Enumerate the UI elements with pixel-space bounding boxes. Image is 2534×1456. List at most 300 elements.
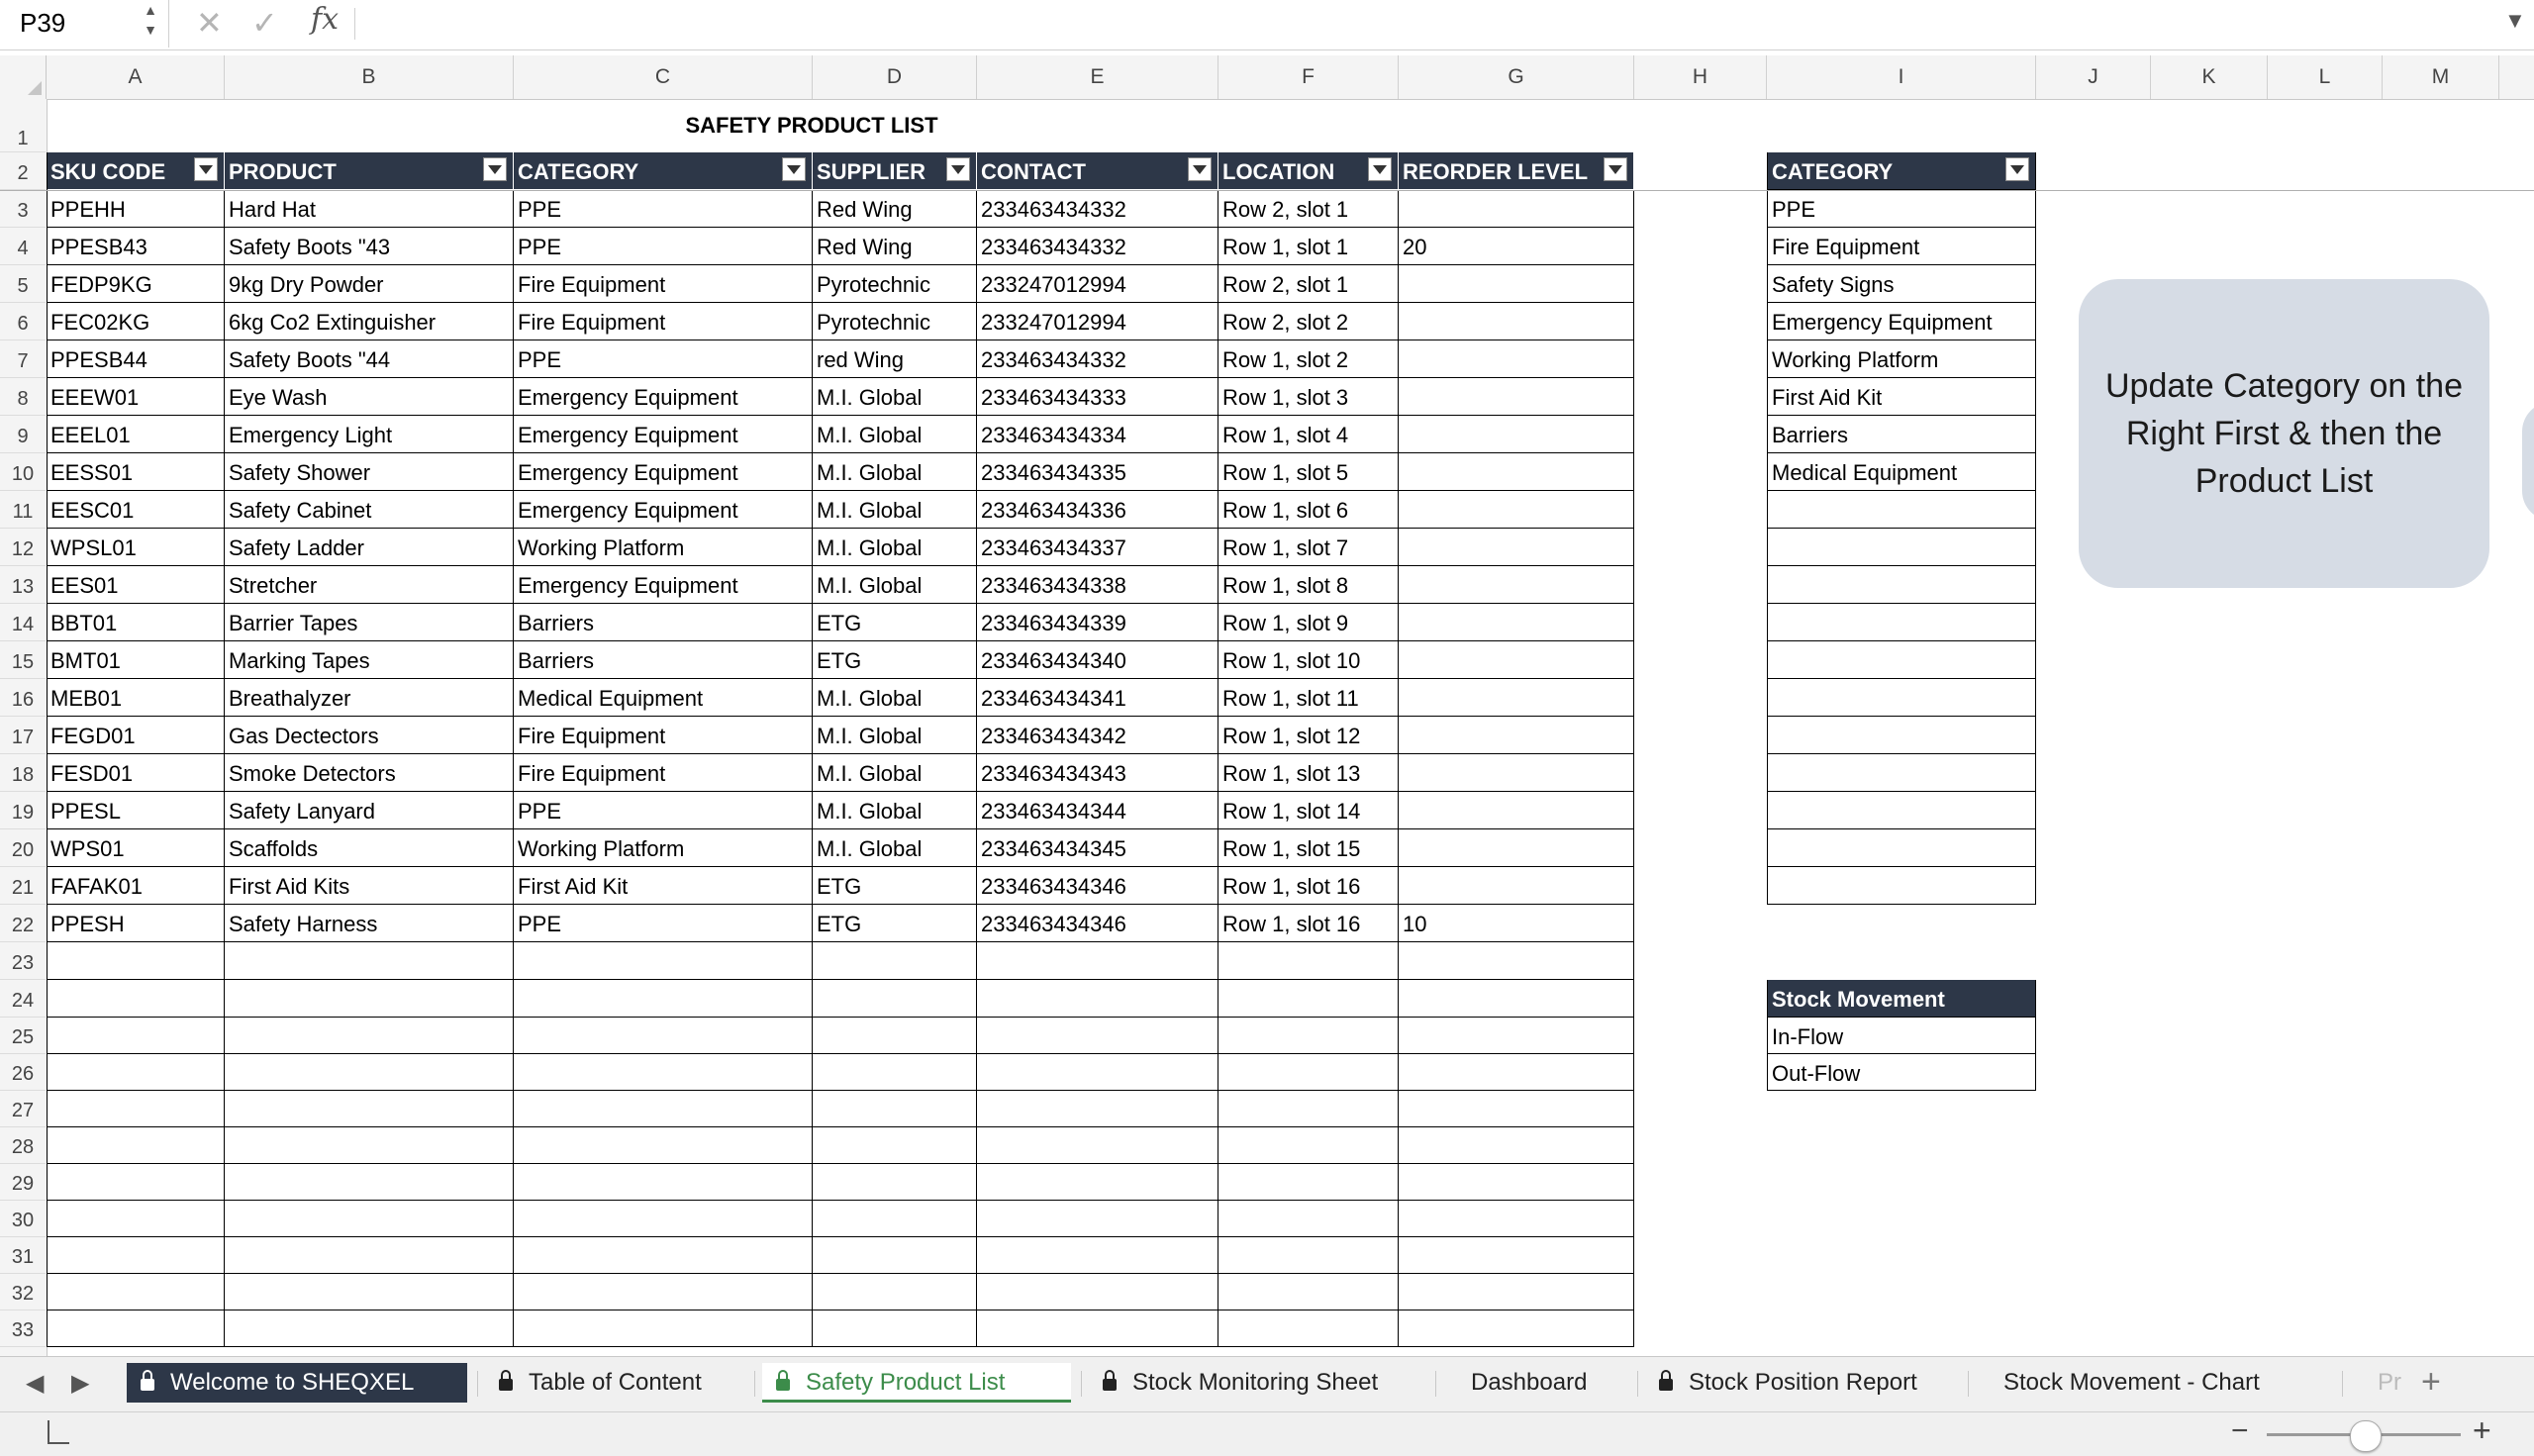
row-header[interactable]: 30 bbox=[0, 1201, 46, 1237]
empty-cell[interactable] bbox=[1399, 1091, 1634, 1127]
empty-cell[interactable] bbox=[1218, 1274, 1399, 1310]
sheet-tab[interactable] bbox=[485, 1363, 746, 1403]
table-header-location[interactable] bbox=[1218, 152, 1399, 190]
category-table-header[interactable] bbox=[1767, 152, 2036, 190]
empty-cell[interactable] bbox=[47, 1127, 225, 1164]
table-cell[interactable]: 233463434346 bbox=[977, 905, 1218, 942]
table-cell[interactable]: Row 2, slot 2 bbox=[1218, 303, 1399, 340]
table-cell[interactable]: PPE bbox=[514, 792, 813, 829]
row-header[interactable]: 24 bbox=[0, 980, 46, 1018]
table-cell[interactable]: PPE bbox=[514, 190, 813, 228]
empty-cell[interactable] bbox=[977, 1201, 1218, 1237]
empty-cell[interactable] bbox=[977, 942, 1218, 980]
table-cell[interactable]: Row 1, slot 2 bbox=[1218, 340, 1399, 378]
empty-cell[interactable] bbox=[225, 1127, 514, 1164]
empty-cell[interactable] bbox=[1218, 1201, 1399, 1237]
table-cell[interactable] bbox=[1399, 265, 1634, 303]
category-cell[interactable]: Fire Equipment bbox=[1767, 228, 2036, 265]
table-cell[interactable]: Pyrotechnic bbox=[813, 303, 977, 340]
table-cell[interactable]: Emergency Equipment bbox=[514, 453, 813, 491]
empty-cell[interactable] bbox=[47, 1164, 225, 1201]
column-header[interactable]: M bbox=[2383, 55, 2499, 99]
column-header[interactable]: L bbox=[2268, 55, 2383, 99]
table-cell[interactable]: ETG bbox=[813, 641, 977, 679]
table-cell[interactable]: Row 1, slot 4 bbox=[1218, 416, 1399, 453]
empty-cell[interactable] bbox=[977, 1054, 1218, 1091]
table-cell[interactable]: Row 2, slot 1 bbox=[1218, 190, 1399, 228]
page-layout-icon[interactable] bbox=[48, 1420, 69, 1444]
empty-cell[interactable] bbox=[977, 980, 1218, 1018]
table-cell[interactable]: Fire Equipment bbox=[514, 717, 813, 754]
filter-dropdown-icon[interactable] bbox=[1604, 157, 1627, 181]
empty-cell[interactable] bbox=[47, 942, 225, 980]
table-cell[interactable]: Safety Shower bbox=[225, 453, 514, 491]
category-cell[interactable]: Emergency Equipment bbox=[1767, 303, 2036, 340]
table-cell[interactable]: BBT01 bbox=[47, 604, 225, 641]
empty-cell[interactable] bbox=[1399, 1018, 1634, 1054]
table-cell[interactable]: EESS01 bbox=[47, 453, 225, 491]
category-cell[interactable] bbox=[1767, 829, 2036, 867]
table-cell[interactable]: 233463434334 bbox=[977, 416, 1218, 453]
empty-cell[interactable] bbox=[1399, 980, 1634, 1018]
category-cell[interactable]: Safety Signs bbox=[1767, 265, 2036, 303]
table-cell[interactable] bbox=[1399, 190, 1634, 228]
table-cell[interactable]: Safety Boots "44 bbox=[225, 340, 514, 378]
zoom-slider-handle[interactable] bbox=[2350, 1420, 2382, 1452]
table-cell[interactable]: First Aid Kits bbox=[225, 867, 514, 905]
table-cell[interactable]: M.I. Global bbox=[813, 378, 977, 416]
table-cell[interactable]: WPS01 bbox=[47, 829, 225, 867]
table-cell[interactable] bbox=[1399, 491, 1634, 529]
table-cell[interactable]: PPESB44 bbox=[47, 340, 225, 378]
table-cell[interactable]: WPSL01 bbox=[47, 529, 225, 566]
row-header[interactable]: 2 bbox=[0, 152, 46, 190]
category-cell[interactable]: Working Platform bbox=[1767, 340, 2036, 378]
empty-cell[interactable] bbox=[514, 1237, 813, 1274]
column-header[interactable]: K bbox=[2151, 55, 2268, 99]
empty-cell[interactable] bbox=[1218, 1310, 1399, 1347]
row-header[interactable]: 29 bbox=[0, 1164, 46, 1201]
table-cell[interactable]: Row 1, slot 6 bbox=[1218, 491, 1399, 529]
table-cell[interactable]: Row 1, slot 3 bbox=[1218, 378, 1399, 416]
empty-cell[interactable] bbox=[977, 1237, 1218, 1274]
row-header[interactable]: 9 bbox=[0, 416, 46, 453]
category-cell[interactable]: PPE bbox=[1767, 190, 2036, 228]
table-cell[interactable]: 20 bbox=[1399, 228, 1634, 265]
table-cell[interactable]: 9kg Dry Powder bbox=[225, 265, 514, 303]
table-cell[interactable]: EEEL01 bbox=[47, 416, 225, 453]
stock-movement-header[interactable]: Stock Movement bbox=[1767, 980, 2036, 1018]
empty-cell[interactable] bbox=[1218, 980, 1399, 1018]
empty-cell[interactable] bbox=[813, 980, 977, 1018]
name-box[interactable] bbox=[0, 0, 169, 48]
empty-cell[interactable] bbox=[813, 1164, 977, 1201]
empty-cell[interactable] bbox=[813, 1018, 977, 1054]
table-cell[interactable]: Fire Equipment bbox=[514, 265, 813, 303]
table-cell[interactable]: PPE bbox=[514, 905, 813, 942]
table-cell[interactable]: EESC01 bbox=[47, 491, 225, 529]
row-header[interactable]: 5 bbox=[0, 265, 46, 303]
empty-cell[interactable] bbox=[514, 1091, 813, 1127]
empty-cell[interactable] bbox=[1399, 1164, 1634, 1201]
empty-cell[interactable] bbox=[514, 1127, 813, 1164]
row-header[interactable]: 27 bbox=[0, 1091, 46, 1127]
filter-dropdown-icon[interactable] bbox=[1368, 157, 1392, 181]
sheet-tab[interactable] bbox=[1976, 1363, 2328, 1403]
empty-cell[interactable] bbox=[225, 1091, 514, 1127]
empty-cell[interactable] bbox=[47, 1091, 225, 1127]
table-cell[interactable]: 233463434339 bbox=[977, 604, 1218, 641]
column-header[interactable]: E bbox=[977, 55, 1218, 99]
table-cell[interactable]: M.I. Global bbox=[813, 566, 977, 604]
empty-cell[interactable] bbox=[514, 1018, 813, 1054]
row-header[interactable]: 13 bbox=[0, 566, 46, 604]
table-cell[interactable]: Row 1, slot 13 bbox=[1218, 754, 1399, 792]
table-cell[interactable]: First Aid Kit bbox=[514, 867, 813, 905]
empty-cell[interactable] bbox=[813, 1310, 977, 1347]
cell-reference[interactable]: P39 bbox=[20, 8, 66, 38]
table-cell[interactable]: M.I. Global bbox=[813, 529, 977, 566]
table-cell[interactable]: PPESB43 bbox=[47, 228, 225, 265]
empty-cell[interactable] bbox=[514, 1274, 813, 1310]
row-header[interactable]: 21 bbox=[0, 867, 46, 905]
table-cell[interactable]: Red Wing bbox=[813, 190, 977, 228]
empty-cell[interactable] bbox=[1218, 942, 1399, 980]
table-cell[interactable]: Smoke Detectors bbox=[225, 754, 514, 792]
table-cell[interactable]: Emergency Equipment bbox=[514, 416, 813, 453]
table-cell[interactable] bbox=[1399, 641, 1634, 679]
sheet-tab[interactable] bbox=[1443, 1363, 1627, 1403]
zoom-in-icon[interactable]: + bbox=[2473, 1412, 2491, 1448]
category-cell[interactable] bbox=[1767, 754, 2036, 792]
empty-cell[interactable] bbox=[1399, 1237, 1634, 1274]
table-cell[interactable] bbox=[1399, 340, 1634, 378]
row-header[interactable]: 10 bbox=[0, 453, 46, 491]
scroll-tabs-right-icon[interactable]: ▶ bbox=[71, 1370, 90, 1397]
table-cell[interactable]: 233247012994 bbox=[977, 265, 1218, 303]
table-cell[interactable]: Safety Lanyard bbox=[225, 792, 514, 829]
filter-dropdown-icon[interactable] bbox=[2005, 157, 2029, 181]
category-cell[interactable] bbox=[1767, 491, 2036, 529]
empty-cell[interactable] bbox=[1399, 1127, 1634, 1164]
table-cell[interactable]: M.I. Global bbox=[813, 717, 977, 754]
empty-cell[interactable] bbox=[813, 1054, 977, 1091]
table-cell[interactable]: MEB01 bbox=[47, 679, 225, 717]
cancel-icon[interactable]: ✕ bbox=[196, 5, 223, 41]
table-cell[interactable]: 233463434346 bbox=[977, 867, 1218, 905]
table-cell[interactable]: M.I. Global bbox=[813, 754, 977, 792]
empty-cell[interactable] bbox=[1218, 1018, 1399, 1054]
table-cell[interactable]: 233463434332 bbox=[977, 190, 1218, 228]
select-all-corner[interactable] bbox=[0, 55, 47, 99]
empty-cell[interactable] bbox=[225, 1237, 514, 1274]
category-cell[interactable] bbox=[1767, 566, 2036, 604]
table-cell[interactable]: Marking Tapes bbox=[225, 641, 514, 679]
row-header[interactable]: 19 bbox=[0, 792, 46, 829]
sheet-tab[interactable] bbox=[762, 1363, 1071, 1403]
table-cell[interactable]: Scaffolds bbox=[225, 829, 514, 867]
category-cell[interactable]: Barriers bbox=[1767, 416, 2036, 453]
table-cell[interactable] bbox=[1399, 754, 1634, 792]
table-cell[interactable]: PPE bbox=[514, 340, 813, 378]
empty-cell[interactable] bbox=[514, 1310, 813, 1347]
empty-cell[interactable] bbox=[813, 1237, 977, 1274]
empty-cell[interactable] bbox=[1218, 1237, 1399, 1274]
table-cell[interactable]: Stretcher bbox=[225, 566, 514, 604]
empty-cell[interactable] bbox=[1399, 942, 1634, 980]
row-header[interactable]: 16 bbox=[0, 679, 46, 717]
table-header-category[interactable] bbox=[514, 152, 813, 190]
table-cell[interactable]: 10 bbox=[1399, 905, 1634, 942]
table-cell[interactable]: M.I. Global bbox=[813, 416, 977, 453]
add-sheet-icon[interactable]: + bbox=[2421, 1363, 2441, 1401]
table-cell[interactable]: 233463434336 bbox=[977, 491, 1218, 529]
row-header[interactable]: 4 bbox=[0, 228, 46, 265]
table-cell[interactable]: Barriers bbox=[514, 641, 813, 679]
table-cell[interactable]: Working Platform bbox=[514, 829, 813, 867]
table-cell[interactable] bbox=[1399, 529, 1634, 566]
table-cell[interactable] bbox=[1399, 679, 1634, 717]
empty-cell[interactable] bbox=[1218, 1091, 1399, 1127]
empty-cell[interactable] bbox=[514, 1164, 813, 1201]
empty-cell[interactable] bbox=[977, 1274, 1218, 1310]
table-cell[interactable]: Row 1, slot 10 bbox=[1218, 641, 1399, 679]
empty-cell[interactable] bbox=[1218, 1054, 1399, 1091]
table-cell[interactable]: Red Wing bbox=[813, 228, 977, 265]
column-header[interactable]: B bbox=[225, 55, 514, 99]
column-header[interactable]: F bbox=[1218, 55, 1399, 99]
table-cell[interactable]: Row 1, slot 9 bbox=[1218, 604, 1399, 641]
table-cell[interactable] bbox=[1399, 829, 1634, 867]
table-cell[interactable]: Safety Ladder bbox=[225, 529, 514, 566]
empty-cell[interactable] bbox=[47, 980, 225, 1018]
table-cell[interactable]: FESD01 bbox=[47, 754, 225, 792]
table-cell[interactable]: M.I. Global bbox=[813, 679, 977, 717]
table-cell[interactable]: Row 1, slot 12 bbox=[1218, 717, 1399, 754]
filter-dropdown-icon[interactable] bbox=[782, 157, 806, 181]
empty-cell[interactable] bbox=[225, 980, 514, 1018]
empty-cell[interactable] bbox=[47, 1054, 225, 1091]
filter-dropdown-icon[interactable] bbox=[194, 157, 218, 181]
column-header[interactable]: C bbox=[514, 55, 813, 99]
table-cell[interactable]: Row 1, slot 5 bbox=[1218, 453, 1399, 491]
table-cell[interactable]: 233463434343 bbox=[977, 754, 1218, 792]
empty-cell[interactable] bbox=[1399, 1310, 1634, 1347]
table-cell[interactable] bbox=[1399, 717, 1634, 754]
table-cell[interactable]: Barriers bbox=[514, 604, 813, 641]
table-cell[interactable]: M.I. Global bbox=[813, 453, 977, 491]
table-cell[interactable]: Row 2, slot 1 bbox=[1218, 265, 1399, 303]
table-cell[interactable]: Safety Harness bbox=[225, 905, 514, 942]
table-cell[interactable]: Breathalyzer bbox=[225, 679, 514, 717]
empty-cell[interactable] bbox=[813, 1091, 977, 1127]
column-header[interactable]: A bbox=[47, 55, 225, 99]
column-header[interactable]: J bbox=[2036, 55, 2151, 99]
row-header[interactable]: 7 bbox=[0, 340, 46, 378]
table-cell[interactable]: BMT01 bbox=[47, 641, 225, 679]
filter-dropdown-icon[interactable] bbox=[946, 157, 970, 181]
category-cell[interactable]: First Aid Kit bbox=[1767, 378, 2036, 416]
table-cell[interactable]: Medical Equipment bbox=[514, 679, 813, 717]
table-cell[interactable]: Pyrotechnic bbox=[813, 265, 977, 303]
empty-cell[interactable] bbox=[1218, 1164, 1399, 1201]
empty-cell[interactable] bbox=[813, 1201, 977, 1237]
row-header[interactable]: 33 bbox=[0, 1310, 46, 1347]
table-header-reorder-level[interactable] bbox=[1399, 152, 1634, 190]
category-cell[interactable] bbox=[1767, 641, 2036, 679]
filter-dropdown-icon[interactable] bbox=[483, 157, 507, 181]
row-header[interactable]: 23 bbox=[0, 942, 46, 980]
table-cell[interactable]: M.I. Global bbox=[813, 491, 977, 529]
column-header[interactable]: G bbox=[1399, 55, 1634, 99]
column-header[interactable]: I bbox=[1767, 55, 2036, 99]
empty-cell[interactable] bbox=[225, 1310, 514, 1347]
table-cell[interactable]: ETG bbox=[813, 905, 977, 942]
table-cell[interactable]: Safety Boots "43 bbox=[225, 228, 514, 265]
table-header-product[interactable] bbox=[225, 152, 514, 190]
table-cell[interactable]: PPE bbox=[514, 228, 813, 265]
table-cell[interactable]: Row 1, slot 7 bbox=[1218, 529, 1399, 566]
table-cell[interactable]: Row 1, slot 14 bbox=[1218, 792, 1399, 829]
table-cell[interactable]: Emergency Equipment bbox=[514, 566, 813, 604]
table-cell[interactable]: Emergency Light bbox=[225, 416, 514, 453]
table-cell[interactable] bbox=[1399, 378, 1634, 416]
table-cell[interactable]: Row 1, slot 8 bbox=[1218, 566, 1399, 604]
table-cell[interactable]: EES01 bbox=[47, 566, 225, 604]
empty-cell[interactable] bbox=[514, 942, 813, 980]
stock-movement-cell[interactable]: In-Flow bbox=[1767, 1018, 2036, 1054]
table-cell[interactable]: Row 1, slot 15 bbox=[1218, 829, 1399, 867]
table-cell[interactable]: Row 1, slot 16 bbox=[1218, 867, 1399, 905]
table-cell[interactable]: FEDP9KG bbox=[47, 265, 225, 303]
category-cell[interactable] bbox=[1767, 717, 2036, 754]
empty-cell[interactable] bbox=[225, 1018, 514, 1054]
category-cell[interactable] bbox=[1767, 867, 2036, 905]
table-cell[interactable]: 233463434345 bbox=[977, 829, 1218, 867]
table-cell[interactable]: PPEHH bbox=[47, 190, 225, 228]
chevron-up-icon[interactable]: ▲ bbox=[144, 2, 157, 18]
empty-cell[interactable] bbox=[977, 1018, 1218, 1054]
table-cell[interactable]: Eye Wash bbox=[225, 378, 514, 416]
empty-cell[interactable] bbox=[225, 1164, 514, 1201]
row-header[interactable]: 20 bbox=[0, 829, 46, 867]
empty-cell[interactable] bbox=[514, 1054, 813, 1091]
empty-cell[interactable] bbox=[1399, 1274, 1634, 1310]
row-header[interactable]: 26 bbox=[0, 1054, 46, 1091]
category-cell[interactable] bbox=[1767, 792, 2036, 829]
row-header[interactable]: 17 bbox=[0, 717, 46, 754]
scroll-tabs-left-icon[interactable]: ◀ bbox=[26, 1370, 45, 1397]
table-header-contact[interactable] bbox=[977, 152, 1218, 190]
table-cell[interactable] bbox=[1399, 604, 1634, 641]
table-cell[interactable]: Fire Equipment bbox=[514, 754, 813, 792]
table-cell[interactable]: 233463434344 bbox=[977, 792, 1218, 829]
table-cell[interactable]: PPESL bbox=[47, 792, 225, 829]
row-header[interactable]: 11 bbox=[0, 491, 46, 529]
table-cell[interactable] bbox=[1399, 867, 1634, 905]
empty-cell[interactable] bbox=[225, 1201, 514, 1237]
empty-cell[interactable] bbox=[977, 1164, 1218, 1201]
empty-cell[interactable] bbox=[47, 1201, 225, 1237]
sheet-tab[interactable] bbox=[1645, 1363, 1962, 1403]
row-header[interactable]: 31 bbox=[0, 1237, 46, 1274]
row-header[interactable]: 25 bbox=[0, 1018, 46, 1054]
table-cell[interactable]: Fire Equipment bbox=[514, 303, 813, 340]
table-cell[interactable] bbox=[1399, 453, 1634, 491]
empty-cell[interactable] bbox=[1218, 1127, 1399, 1164]
table-cell[interactable]: 233463434340 bbox=[977, 641, 1218, 679]
chevron-down-icon[interactable]: ▼ bbox=[144, 22, 157, 38]
table-cell[interactable]: ETG bbox=[813, 604, 977, 641]
row-header[interactable]: 3 bbox=[0, 190, 46, 228]
category-cell[interactable] bbox=[1767, 679, 2036, 717]
table-cell[interactable]: 233463434335 bbox=[977, 453, 1218, 491]
empty-cell[interactable] bbox=[813, 942, 977, 980]
table-cell[interactable]: Barrier Tapes bbox=[225, 604, 514, 641]
row-header[interactable]: 1 bbox=[0, 99, 46, 152]
function-icon[interactable]: fx bbox=[311, 2, 340, 37]
table-cell[interactable]: Emergency Equipment bbox=[514, 491, 813, 529]
table-cell[interactable]: 233463434338 bbox=[977, 566, 1218, 604]
table-cell[interactable]: Row 1, slot 11 bbox=[1218, 679, 1399, 717]
row-header[interactable]: 15 bbox=[0, 641, 46, 679]
enter-icon[interactable]: ✓ bbox=[251, 5, 278, 41]
empty-cell[interactable] bbox=[514, 1201, 813, 1237]
row-header[interactable]: 8 bbox=[0, 378, 46, 416]
table-cell[interactable] bbox=[1399, 566, 1634, 604]
row-header[interactable]: 12 bbox=[0, 529, 46, 566]
table-cell[interactable]: M.I. Global bbox=[813, 792, 977, 829]
zoom-out-icon[interactable]: − bbox=[2231, 1414, 2249, 1447]
empty-cell[interactable] bbox=[1399, 1054, 1634, 1091]
sheet-tab[interactable] bbox=[127, 1363, 467, 1403]
table-cell[interactable] bbox=[1399, 416, 1634, 453]
empty-cell[interactable] bbox=[813, 1274, 977, 1310]
table-header-sku-code[interactable] bbox=[47, 152, 225, 190]
column-header[interactable]: H bbox=[1634, 55, 1767, 99]
table-cell[interactable]: FEC02KG bbox=[47, 303, 225, 340]
table-cell[interactable]: Emergency Equipment bbox=[514, 378, 813, 416]
empty-cell[interactable] bbox=[977, 1091, 1218, 1127]
table-cell[interactable]: M.I. Global bbox=[813, 829, 977, 867]
empty-cell[interactable] bbox=[47, 1237, 225, 1274]
table-cell[interactable]: 6kg Co2 Extinguisher bbox=[225, 303, 514, 340]
column-header[interactable]: D bbox=[813, 55, 977, 99]
empty-cell[interactable] bbox=[813, 1127, 977, 1164]
row-header[interactable]: 32 bbox=[0, 1274, 46, 1310]
row-header[interactable]: 22 bbox=[0, 905, 46, 942]
table-cell[interactable]: FAFAK01 bbox=[47, 867, 225, 905]
empty-cell[interactable] bbox=[977, 1127, 1218, 1164]
empty-cell[interactable] bbox=[225, 942, 514, 980]
table-cell[interactable]: Row 1, slot 16 bbox=[1218, 905, 1399, 942]
sheet-tab[interactable] bbox=[1089, 1363, 1425, 1403]
table-cell[interactable]: EEEW01 bbox=[47, 378, 225, 416]
table-cell[interactable]: 233463434332 bbox=[977, 228, 1218, 265]
table-cell[interactable]: 233463434337 bbox=[977, 529, 1218, 566]
table-header-supplier[interactable] bbox=[813, 152, 977, 190]
filter-dropdown-icon[interactable] bbox=[1188, 157, 1212, 181]
empty-cell[interactable] bbox=[47, 1018, 225, 1054]
table-cell[interactable]: Working Platform bbox=[514, 529, 813, 566]
table-cell[interactable]: 233463434333 bbox=[977, 378, 1218, 416]
category-cell[interactable]: Medical Equipment bbox=[1767, 453, 2036, 491]
table-cell[interactable]: Gas Dectectors bbox=[225, 717, 514, 754]
name-box-stepper[interactable] bbox=[141, 0, 160, 40]
category-cell[interactable] bbox=[1767, 529, 2036, 566]
table-cell[interactable]: Hard Hat bbox=[225, 190, 514, 228]
table-cell[interactable]: PPESH bbox=[47, 905, 225, 942]
